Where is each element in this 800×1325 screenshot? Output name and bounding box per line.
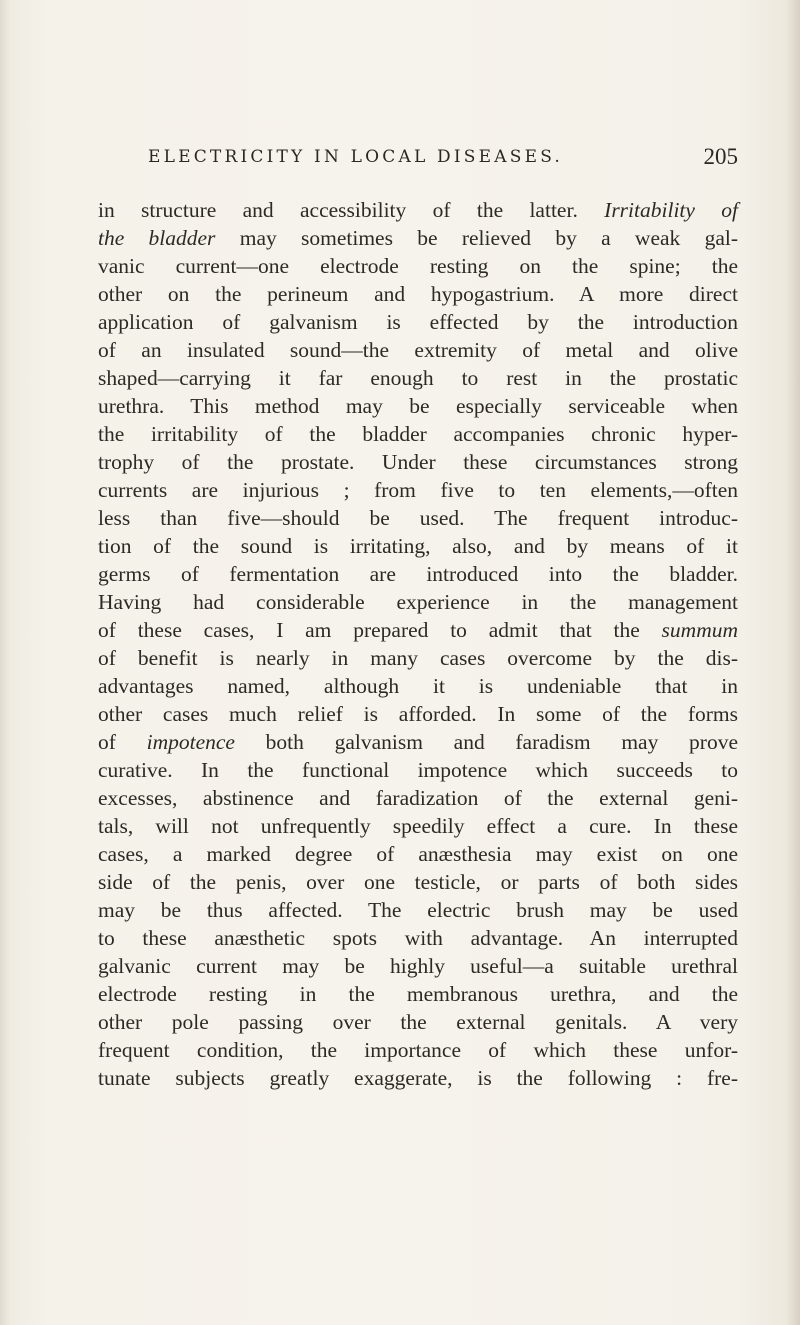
text-run: may sometimes be relieved by a weak gal- xyxy=(215,226,738,250)
text-run: excesses, abstinence and faradization of the external geni- xyxy=(98,786,738,810)
text-line xyxy=(98,672,738,700)
text-run: side of the penis, over one testicle, or parts of both sides xyxy=(98,870,738,894)
text-run: electrode resting in the membranous urethra, and the xyxy=(98,982,738,1006)
text-run: urethra. This method may be especially serviceable when xyxy=(98,394,738,418)
text-line xyxy=(98,448,738,476)
text-line xyxy=(98,616,738,644)
text-run: of an insulated sound—the extremity of metal and olive xyxy=(98,338,738,362)
text-line xyxy=(98,280,738,308)
italic-text: Irritability of xyxy=(604,198,738,222)
text-line xyxy=(98,364,738,392)
text-run: trophy of the prostate. Under these circumstances strong xyxy=(98,450,738,474)
text-line xyxy=(98,644,738,672)
text-run: the irritability of the bladder accompanies chronic hyper- xyxy=(98,422,738,446)
text-run: of benefit is nearly in many cases overcome by the dis- xyxy=(98,646,738,670)
text-line xyxy=(98,392,738,420)
page-header xyxy=(148,144,738,177)
text-run: curative. In the functional impotence which succeeds to xyxy=(98,758,738,782)
text-line xyxy=(98,728,738,756)
text-line xyxy=(98,252,738,280)
text-run: germs of fermentation are introduced into the bladder. xyxy=(98,562,738,586)
text-run: to these anæsthetic spots with advantage. An interrupted xyxy=(98,926,738,950)
italic-text: the bladder xyxy=(98,226,216,250)
text-run: tion of the sound is irritating, also, and by means of it xyxy=(98,534,738,558)
text-run: other on the perineum and hypogastrium. A more direct xyxy=(98,282,738,306)
page-number: 205 xyxy=(703,144,738,169)
text-line xyxy=(98,504,738,532)
text-line xyxy=(98,196,738,224)
text-run: application of galvanism is effected by the introduction xyxy=(98,310,738,334)
text-run: vanic current—one electrode resting on the spine; the xyxy=(98,254,738,278)
text-line xyxy=(98,840,738,868)
text-run: cases, a marked degree of anæsthesia may exist on one xyxy=(98,842,738,866)
text-run: other cases much relief is afforded. In some of the forms xyxy=(98,702,738,726)
text-run: of these cases, I am prepared to admit that the xyxy=(98,618,662,642)
italic-text: impotence xyxy=(146,730,235,754)
text-run: less than five—should be used. The frequent introduc- xyxy=(98,506,738,530)
text-run: other pole passing over the external genitals. A very xyxy=(98,1010,738,1034)
text-line xyxy=(98,588,738,616)
text-run: galvanic current may be highly useful—a suitable urethral xyxy=(98,954,738,978)
text-line xyxy=(98,980,738,1008)
text-line xyxy=(98,420,738,448)
text-run: advantages named, although it is undeniable that in xyxy=(98,674,738,698)
text-run: of xyxy=(98,730,147,754)
text-run: currents are injurious ; from five to ten elements,—often xyxy=(98,478,738,502)
gutter-shadow xyxy=(0,0,10,1325)
text-line xyxy=(98,336,738,364)
text-line xyxy=(98,1008,738,1036)
text-line xyxy=(98,1036,738,1064)
text-line xyxy=(98,532,738,560)
text-line xyxy=(98,700,738,728)
text-line xyxy=(98,868,738,896)
text-line xyxy=(98,784,738,812)
body-text xyxy=(98,196,738,1092)
text-line xyxy=(98,560,738,588)
text-line xyxy=(98,896,738,924)
text-line xyxy=(98,952,738,980)
text-line xyxy=(98,756,738,784)
text-line xyxy=(98,224,738,252)
italic-text: summum xyxy=(661,618,738,642)
text-line xyxy=(98,476,738,504)
text-run: frequent condition, the importance of which these unfor- xyxy=(98,1038,738,1062)
text-line xyxy=(98,924,738,952)
text-run: tals, will not unfrequently speedily effect a cure. In these xyxy=(98,814,738,838)
page-edge-shadow xyxy=(786,0,800,1325)
text-run: shaped—carrying it far enough to rest in the prostatic xyxy=(98,366,738,390)
text-run: in structure and accessibility of the latter. xyxy=(98,198,605,222)
text-run: may be thus affected. The electric brush may be used xyxy=(98,898,738,922)
text-run: Having had considerable experience in the management xyxy=(98,590,738,614)
text-run: both galvanism and faradism may prove xyxy=(234,730,738,754)
text-line xyxy=(98,1064,738,1092)
running-head: ELECTRICITY IN LOCAL DISEASES. xyxy=(148,147,564,167)
text-run: tunate subjects greatly exaggerate, is the following : fre- xyxy=(98,1066,738,1090)
text-line xyxy=(98,308,738,336)
text-line xyxy=(98,812,738,840)
